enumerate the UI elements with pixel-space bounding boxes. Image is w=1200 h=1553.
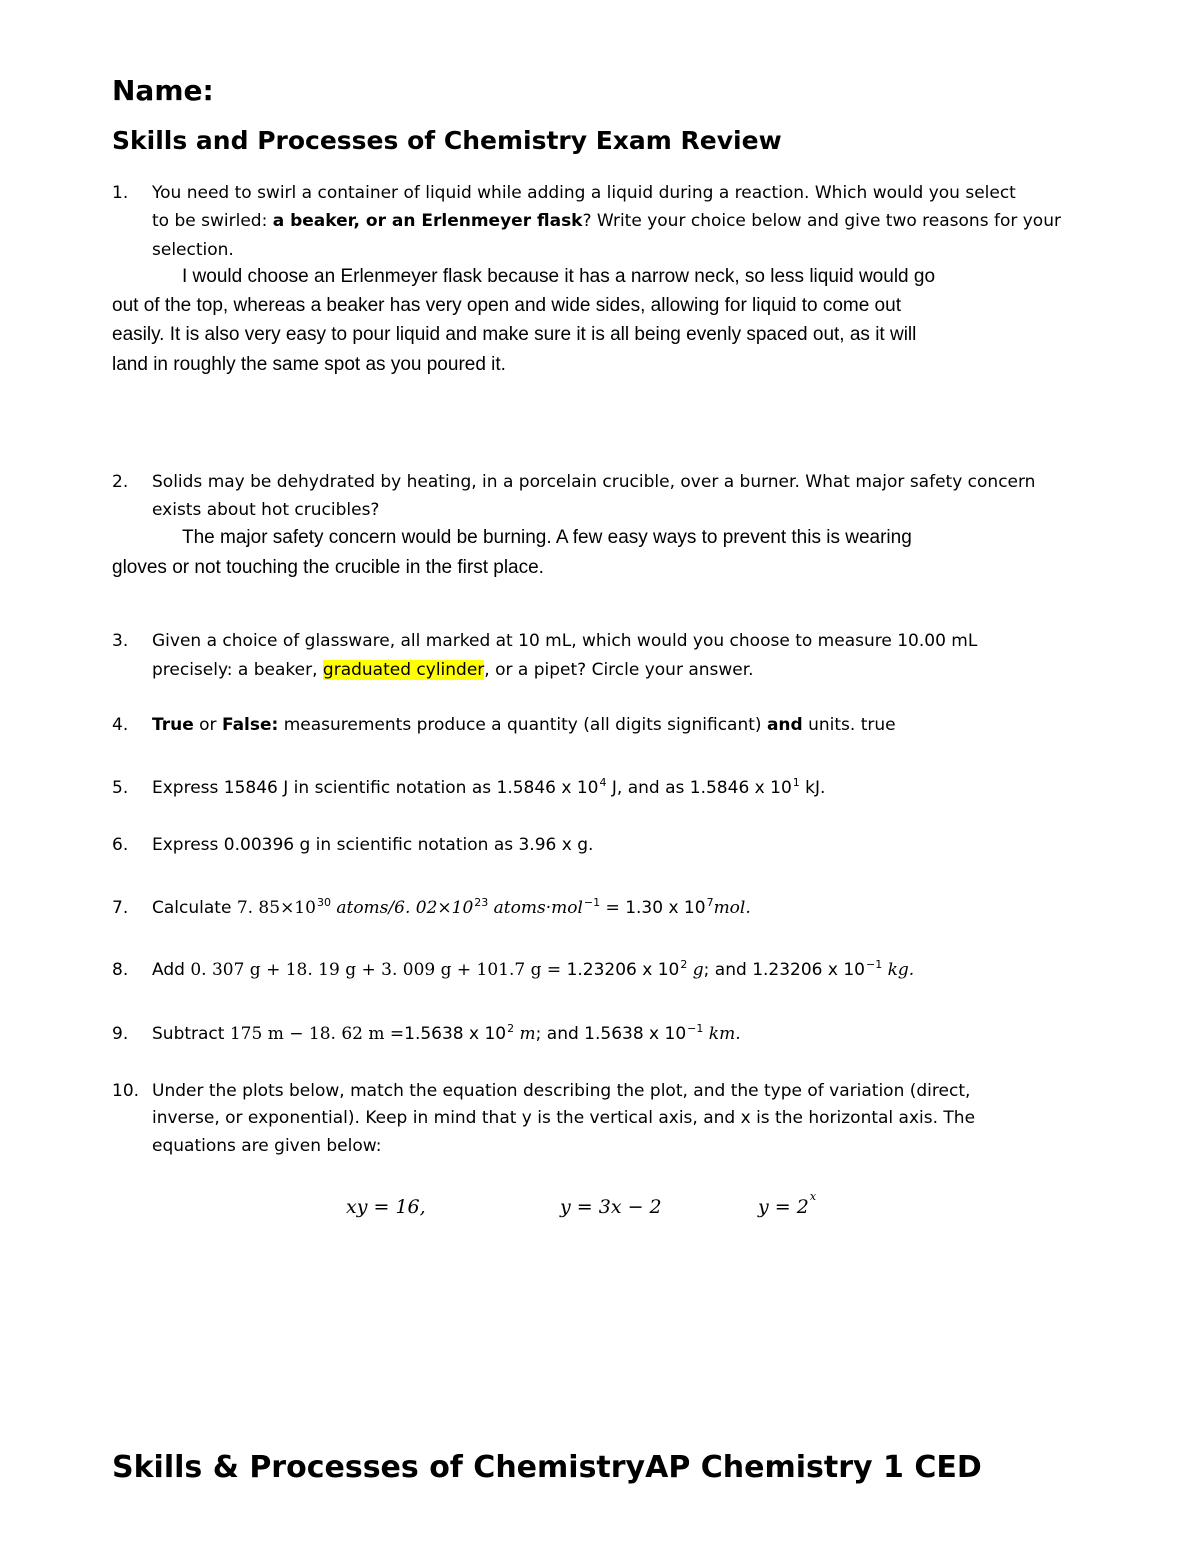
q10-line3: equations are given below: — [152, 1136, 382, 1156]
q7-exp2: 23 — [474, 896, 489, 909]
q7-exp4: 7 — [706, 896, 714, 909]
q3-line2 — [152, 656, 754, 685]
q8-pre: Add — [152, 960, 191, 980]
q1-number: 1. — [112, 183, 129, 203]
footer-title: Skills & Processes of ChemistryAP Chemistry 1 CED — [112, 1450, 982, 1485]
q9-pre: Subtract — [152, 1024, 230, 1044]
q1-line2-post: ? Write your choice below and give two reasons for your — [582, 211, 1061, 231]
q7-answer-unit: mol. — [713, 898, 751, 918]
equation-exponential-base: y = 2 — [758, 1196, 809, 1218]
q8-exp2: −1 — [866, 958, 883, 971]
q7-number: 7. — [112, 898, 129, 918]
q2-number: 2. — [112, 472, 129, 492]
q8-unit1: g — [687, 960, 704, 980]
q3-line2-pre: precisely: a beaker, — [152, 660, 323, 680]
q1-answer-line3: easily. It is also very easy to pour liquid and make sure it is all being evenly spaced out, as it will — [112, 324, 917, 345]
q3-number: 3. — [112, 631, 129, 651]
equation-exponential-exponent: x — [809, 1190, 817, 1203]
q8-expression: 0. 307 g + 18. 19 g + 3. 009 g + 101.7 g = — [190, 960, 567, 980]
q10-line1: Under the plots below, match the equation describing the plot, and the type of variation (direct, — [152, 1081, 971, 1101]
q4-or: or — [193, 715, 222, 735]
page-title: Skills and Processes of Chemistry Exam Review — [112, 126, 782, 155]
q7-exp1: 30 — [316, 896, 331, 909]
q9-number: 9. — [112, 1024, 129, 1044]
q5-exponent1: 4 — [599, 776, 607, 789]
q8-answer-value1: 1.23206 x 10 — [566, 960, 680, 980]
q4-text — [152, 711, 896, 740]
q5-number: 5. — [112, 778, 129, 798]
q10-number: 10. — [112, 1081, 140, 1101]
q5-exponent2: 1 — [792, 776, 800, 789]
q6-number: 6. — [112, 835, 129, 855]
q8-unit2: kg. — [882, 960, 915, 980]
q9-mid: ; and 1.5638 x 10 — [535, 1024, 687, 1044]
q7-exp3: −1 — [583, 896, 601, 909]
q9-unit2: km. — [703, 1024, 741, 1044]
q9-exp2: −1 — [687, 1022, 704, 1035]
equation-inverse: xy = 16, — [346, 1196, 426, 1218]
q7-denominator: atoms/6. 02×10 — [330, 898, 474, 918]
q1-line2 — [152, 207, 1061, 236]
q2-answer-line1: The major safety concern would be burning. A few easy ways to prevent this is wearing — [182, 527, 912, 548]
q7-text — [152, 894, 751, 923]
q8-mid: ; and 1.23206 x 10 — [703, 960, 865, 980]
q7-answer-value: 1.30 x 10 — [625, 898, 706, 918]
name-label: Name: — [112, 74, 214, 107]
equation-direct: y = 3x − 2 — [560, 1196, 662, 1218]
q2-line1: Solids may be dehydrated by heating, in a porcelain crucible, over a burner. What major safety concern — [152, 472, 1036, 492]
q8-text — [152, 956, 914, 985]
q1-line2-pre: to be swirled: — [152, 211, 273, 231]
q5-end: kJ. — [799, 778, 826, 798]
q1-choices-bold: a beaker, or an Erlenmeyer flask — [272, 211, 583, 231]
q4-end-answer: units. true — [802, 715, 896, 735]
q1-line3: selection. — [152, 240, 234, 260]
q4-number: 4. — [112, 715, 129, 735]
q4-false-bold: False: — [221, 715, 279, 735]
q5-mid: J, and as 1.5846 x 10 — [606, 778, 792, 798]
q1-answer-line2: out of the top, whereas a beaker has very open and wide sides, allowing for liquid to come out — [112, 295, 901, 316]
q9-unit1: m — [514, 1024, 536, 1044]
q10-line2: inverse, or exponential). Keep in mind that y is the vertical axis, and x is the horizontal axis. The — [152, 1108, 976, 1128]
q5-pre: Express 15846 J in scientific notation as 1.5846 x 10 — [152, 778, 599, 798]
q3-line1: Given a choice of glassware, all marked at 10 mL, which would you choose to measure 10.00 mL — [152, 631, 978, 651]
q9-text — [152, 1020, 741, 1049]
q4-and-bold: and — [766, 715, 803, 735]
q2-line2: exists about hot crucibles? — [152, 500, 380, 520]
q2-answer-line2: gloves or not touching the crucible in the first place. — [112, 557, 544, 578]
equation-exponential — [758, 1190, 817, 1218]
q3-line2-post: , or a pipet? Circle your answer. — [484, 660, 754, 680]
q8-exp1: 2 — [680, 958, 688, 971]
q3-highlighted-answer: graduated cylinder — [322, 660, 485, 680]
q7-numerator: 7. 85×10 — [236, 898, 316, 918]
q5-text — [152, 774, 825, 803]
q4-statement: measurements produce a quantity (all digits significant) — [278, 715, 767, 735]
q9-expression: 175 m − 18. 62 m = — [229, 1024, 405, 1044]
q7-units: atoms·mol — [488, 898, 583, 918]
q9-answer-value1: 1.5638 x 10 — [404, 1024, 507, 1044]
q7-pre: Calculate — [152, 898, 237, 918]
q8-number: 8. — [112, 960, 129, 980]
q1-answer-line4: land in roughly the same spot as you poured it. — [112, 354, 506, 375]
q4-true-bold: True — [152, 715, 194, 735]
q6-text: Express 0.00396 g in scientific notation as 3.96 x g. — [152, 835, 594, 855]
q7-equals: = — [600, 898, 626, 918]
q1-answer-line1: I would choose an Erlenmeyer flask because it has a narrow neck, so less liquid would go — [182, 266, 936, 287]
q9-exp1: 2 — [507, 1022, 515, 1035]
q1-line1: You need to swirl a container of liquid while adding a liquid during a reaction. Which would you select — [152, 183, 1016, 203]
